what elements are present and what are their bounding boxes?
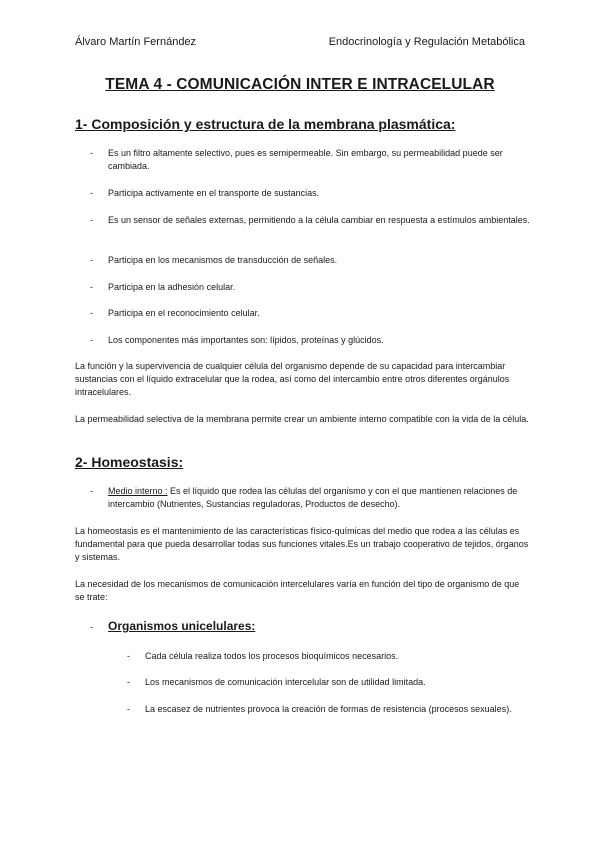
document-title: TEMA 4 - COMUNICACIÓN INTER E INTRACELULAR	[105, 76, 495, 93]
section-1-heading: 1- Composición y estructura de la membrana plasmática:	[75, 116, 456, 132]
bullet-item: - Es un sensor de señales externas, permitiendo a la célula cambiar en respuesta a estímulos ambientales.	[90, 215, 530, 225]
sub-bullet-item: - Los mecanismos de comunicación intercelular son de utilidad limitada.	[127, 677, 426, 687]
medio-interno-item: - Medio interno : Es el líquido que rodea las células del organismo y con el que mantienen relaciones de intercambio (Nutrientes, Sustancias reguladoras, Productos de desecho).	[90, 486, 518, 509]
sub-bullet-item: - La escasez de nutrientes provoca la creación de formas de resistencia (procesos sexuales).	[127, 704, 512, 714]
bullet-item: - Participa en el reconocimiento celular.	[90, 308, 260, 318]
bullet-item: - Es un filtro altamente selectivo, pues es semipermeable. Sin embargo, su permeabilidad puede ser cambiada.	[90, 148, 503, 171]
paragraph: La necesidad de los mecanismos de comunicación intercelulares varía en función del tipo de organismo de que se trate:	[75, 579, 520, 602]
author-name: Álvaro Martín Fernández	[75, 36, 197, 48]
medio-interno-label: Medio interno :	[108, 486, 168, 496]
bullet-item: - Participa en la adhesión celular.	[90, 282, 236, 292]
bullet-item: - Los componentes más importantes son: lípidos, proteínas y glúcidos.	[90, 335, 384, 345]
paragraph: La permeabilidad selectiva de la membrana permite crear un ambiente interno compatible con la vida de la célula.	[75, 414, 529, 424]
sub-bullet-item: - Cada célula realiza todos los procesos bioquímicos necesarios.	[127, 651, 399, 661]
sub-heading: Organismos unicelulares:	[108, 619, 256, 633]
course-name: Endocrinología y Regulación Metabólica	[328, 36, 525, 48]
section-2-heading: 2- Homeostasis:	[75, 454, 184, 470]
bullet-item: - Participa activamente en el transporte de sustancias.	[90, 188, 320, 198]
paragraph: La homeostasis es el mantenimiento de las características físico-químicas del medio que rodea a las células es fundamental para que pueda desarrollar todas sus funciones vitales.Es un trabajo cooperativo de tejidos, órganos y sistemas.	[75, 526, 529, 562]
sub-heading-dash: -	[90, 622, 93, 632]
paragraph: La función y la supervivencia de cualquier célula del organismo depende de su capacidad para intercambiar sustancias con el líquido extracelular que la rodea, así como del intercambio entre otros diferentes orgánulos intracelulares.	[75, 361, 510, 397]
bullet-item: - Participa en los mecanismos de transducción de señales.	[90, 255, 338, 265]
